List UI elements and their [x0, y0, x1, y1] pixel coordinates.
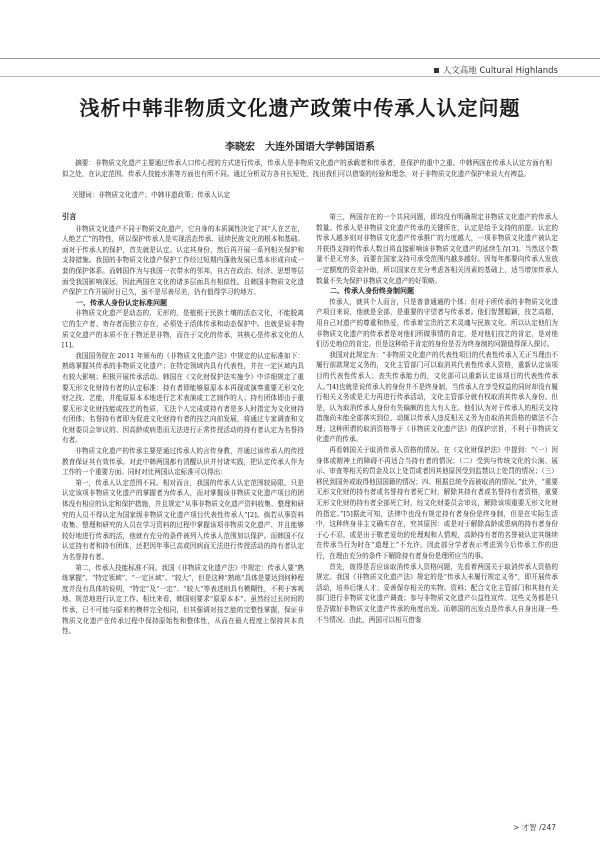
running-head [434, 64, 558, 76]
author-line: 李晓宏 大连外国语大学韩国语系 [225, 142, 375, 153]
section-heading: 二、传承人身份终身制问题 [330, 287, 414, 296]
paragraph: 首先，彼得是否应该取消传承人资格问题，先看着两国关于取消传承人资格的规定。我国《非物质文化遗产法》规定的是“传承人未履行规定义务”，即开展传承活动，培养后继人才；妥善保存相关的实物、资料；配合文化主管部门和其他有关部门进行非物质文化遗产调查；参与非物质文化遗产公益性宣传。这些义务都是只是否做好非物质文化遗产传承的角度出发。而韩国的出发点是传承人自身出现一些不当情况。由此，两国可以相互借鉴 [316, 562, 558, 624]
paragraph: 我国对此规定为：“非物质文化遗产的代表性项目的代表性传承人无正当理由不履行前款规定义务的，文化主管部门可以取消其代表性传承人资格，重新认定该项目的代表性传承人；丧失传承能力的，文化部可以重新认定该项目的代表性传承人。”[4]也就是说传承人的身份并不是终身制，当传承人在享受权益的同时却没有履行相关义务或是无力再进行传承活动，文化主管部分就有权取消其传承人身份。但是，认为取消传承人身份有失偏颇的也大有人在。他们认为对于传承人的相关支持措施尚未能全部落实到位，动辄以传承人违反相关义务为由取消其资格的做法不合理；这种所谓的取消资格等于《非物质文化遗产法》的保护宗旨，不利于非物质文化遗产的传承。 [316, 350, 558, 444]
running-head-text: 人文高地 Cultural Highlands [442, 66, 558, 76]
article-title: 浅析中韩非物质文化遗产政策中传承人认定问题 [79, 96, 521, 120]
keywords: 关键词：非物质文化遗产；中韩非遗政策；传承人认定 [72, 191, 231, 199]
paragraph: 非物质文化遗产是动态的、无形的，是植根于民族土壤的活态文化，不能脱离它的生产者、寄存者而独立存在，必须处于活体传承和动态保护中。也就是说非物质文化遗产的本质不在于物还是非物，而在于文化的传承，其核心是传承文化的人[1]。 [62, 309, 304, 350]
paragraph: 传承人，就其个人而言，只是普普通通的个体；但对于所传承的非物质文化遗产项目来说，他就是全部，是重要的守望者与传承者。他们智慧聪颖，技艺高超，用自己对遗产的尊重和热爱，传承着宝贵的艺术灵魂与民族文化。所以认定他们为非物质文化遗产的传承者是对他们所做事情的肯定，是对他们技艺的肯定，是对他们历史地位的肯定。但是这种给予肯定的身份是否为终身制的问题值得深入探讨。 [316, 297, 558, 349]
header-rule-bottom [0, 76, 600, 77]
body-column-right [316, 212, 558, 812]
paragraph: 非物质文化遗产的传承主要是通过传承人的言传身教，并通过该传承人的传授教育保证其有效传承。对此中韩两国都有清醒认识并付诸实践，把认定传承人作为工作的一个重要方面。同时对比两国认定标准可以得出： [62, 447, 304, 477]
paragraph: 第二，传承人技能标准不同。我国《非物质文化遗产法》中规定：传承人要“熟练掌握”、“特定领域”、“一定区域”、“较大”，但是这种“熟练”具体是要达到何种程度并没有具体的说明，“特定”及“一定”、“较大”等表述则具有模糊性，不利于客观地、规范地进行认定工作。相比来看，韩国则要求“原原本本”。虽然经过长时间的传承，已不可能与原来的模样完全相同，但其强调对技艺能的完整性掌握，保证非物质文化遗产在传承过程中保持原始性和整体性，从而在最大程度上保持其本真性。 [62, 563, 304, 636]
header-rule-top [0, 58, 600, 59]
paragraph: 第一，传承人认定范围不同。相对而言，我国的传承人认定范围较局限，只是认定该项非物质文化遗产的掌握者为传承人，而对掌握该非物质文化遗产项目的团体没有相应的认定和保护措施，并且规定“从事非物质文化遗产资料收集、整理和研究的人员不得认定为国家级非物质文化遗产项目代表性传承人”[2]。倘若从事资料收集、整理和研究的人员在学习资料的过程中掌握该项非物质文化遗产、并且能够较好地进行传承的活，他就有充分的条件被列入传承人范围加以保护。而韩国不仅认定持有者和持有团体，还把因年事已高或因病而无法进行传授活动的持有者认定为名誉持有者。 [62, 478, 304, 561]
section-mark-icon [434, 68, 439, 73]
paragraph: 我国国务院在 2011 年颁布的《非物质文化遗产法》中规定的认定标准如下：熟练掌握其传承的非物质文化遗产；在特定领域内具有代表性，并在一定区域内具有较大影响；积极开展传承活动。韩国在《文化财保护法实施令》中详细规定了重要无形文化财持有者的认定标准：持有者即能够原原本本再现或演奏重要无形文化财之技、艺能，并能原原本本地进行艺术表演或工艺制作的人；持有团体即由于重要无形文化财技能或技艺的性质，无法个人完成或持有者是多人时指定为文化财持有团体；名誉持有者即为促进文化财持有者的技艺向前发展，将通过专家调查和文化财委员会审议的、因高龄或病患而无法进行正常传授活动的持有者认定为名誉持有者。 [62, 351, 304, 445]
abstract: 摘要：非物质文化遗产主要通过传承人口传心授的方式进行传承，传承人是非物质文化遗产的承载者和传承者，是保护的重中之重。中韩两国在传承人认定方面有相似之处，在认定范围、传承人技能水准等方面也有所不同。通过分析双方各自长短处，找出我们可以借鉴的经验和理念，对于非物质文化遗产保护来说大有裨益。 [62, 159, 552, 178]
page-footer: > 才智 /247 [513, 823, 556, 832]
paragraph: 非物质文化遗产不同于物质文化遗产，它自身的本质属性决定了其“人在艺在，人绝艺亡”的特性，所以保护传承人是实现活态传承、延续民族文化的根本和基础。面对于传承人的保护，首先就是认定。认定其身份，然后再开展一系列相关保护和支持措施。我国的非物质文化遗产保护工作经过短期内蓬勃发展已基本形成自成一套的保护体系。而韩国作为与我国一衣带水的邻邦，自古在政治、经济、思想等层面受我国影响深远，因此两国在文化的诸多层面具有相似性。且韩国非物质文化遗产保护工作开展时日已久，虽不是尽善尽美，仍有值得学习的地方。 [62, 224, 304, 297]
paragraph: 第三，两国存在的一个共同问题，即均没有明确规定非物质文化遗产的传承人数量。传承人是非物质文化遗产传承的关键所在，认定是给予支持的前提。认定的传承人越多则对非物质文化遗产传承推广的力度越大，一项非物质文化遗产被认定并获得支持的传承人数目将直接影响该非物质文化遗产的延续生存[3]。当然这个数量不是无穷多，而要在国家支持可承受范围内越多越好。因每年都要向传承人发放一定额度的资金补助，所以国家在充分考虑各相关因素的基础上，适当增加传承人数量不失为保护非物质文化遗产的好策略。 [316, 213, 558, 285]
body-column-left [62, 212, 304, 812]
paragraph: 再看韩国关于取消传承人资格的情况。在《文化财保护法》中提到：“（一）因身体或精神上的障碍不再适合当持有者的情况；（二）受到与传统文化的公演、展示、审查等相关的罚金及以上处罚或者因其他原因受到监禁以上处罚的情况；（三）移民到国外或取得他国国籍的情况；四、根据总统令而被取消的情况。”此外，“重要无形文化财的持有者或名誉持有者死亡时，解除其持有者或名誉持有者资格，重要无形文化财的持有者全部死亡时，经文化财委员会审议，解除该项重要无形文化财的指定。”[5]据此可知，法律中也没有规定持有者身份是终身制，但是在实际生活中，这种终身非主文确实存在，究其原因：或是对于解除高龄或患病的持有者身份于心不忍，或是出于敬老爱幼的伦理观和人情观，高龄持有者的名誉被认定其继续在传承当行为时在“道理上”不允许。因此部分学者表示考虑到今后传承工作的进行，在理由充分的条件下解除持有者身份是理所应当的事。 [316, 446, 558, 560]
section-heading: 一、传承人身份认定标准问题 [76, 298, 167, 307]
section-heading: 引言 [62, 212, 77, 221]
